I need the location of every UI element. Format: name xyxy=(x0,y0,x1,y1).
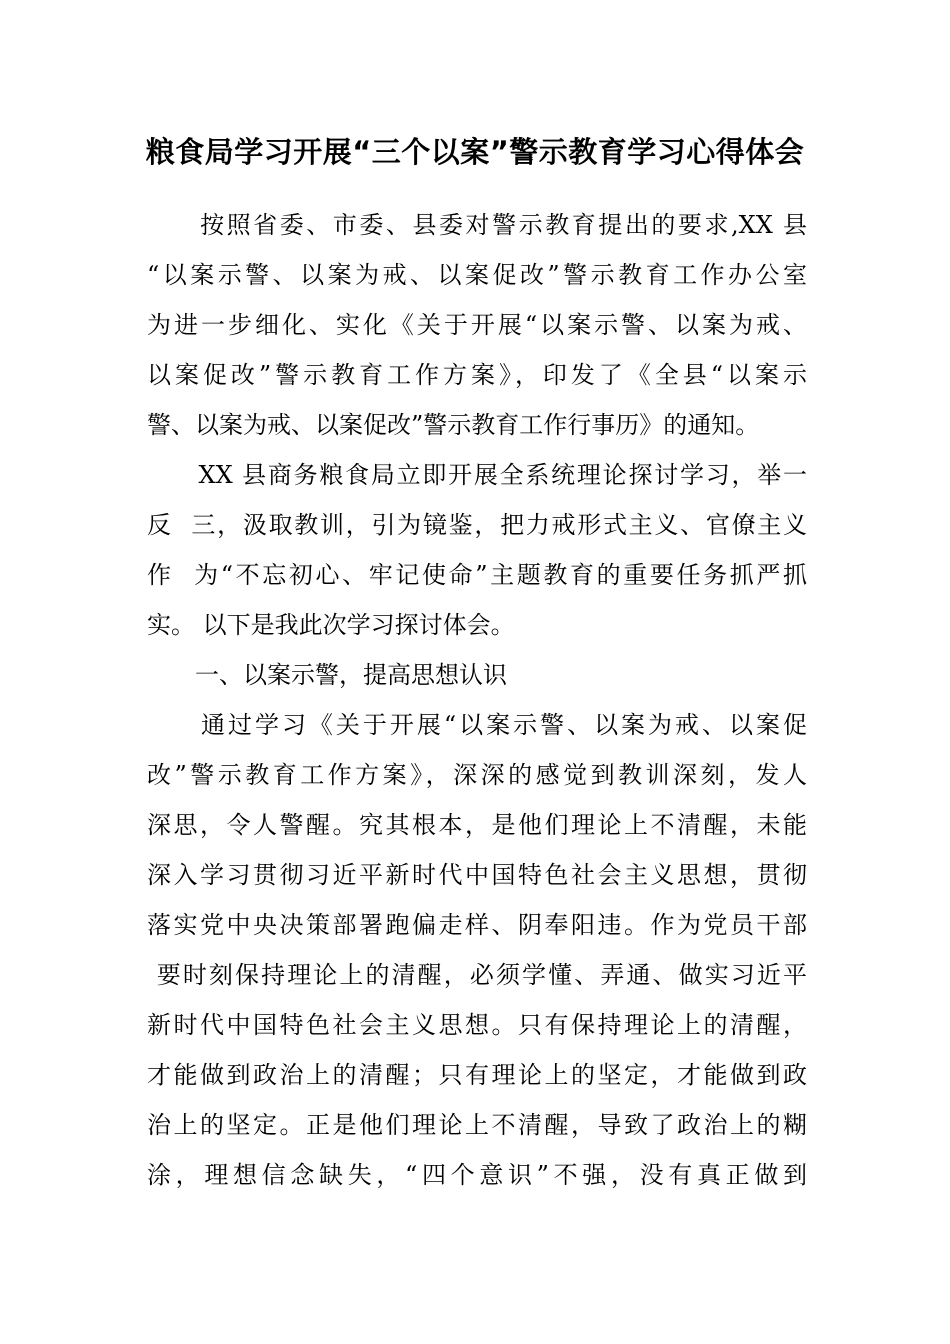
document-title: 粮食局学习开展“三个以案”警示教育学习心得体会 xyxy=(145,135,805,169)
body-line: 以案促改”警示教育工作方案》，印发了《全县“以案示 xyxy=(147,361,807,389)
body-line: 落实党中央决策部署跑偏走样、阴奉阳违。作为党员干部 xyxy=(147,911,807,939)
body-line: 按照省委、市委、县委对警示教育提出的要求,XX 县 xyxy=(147,211,807,239)
body-line: XX 县商务粮食局立即开展全系统理论探讨学习，举一 xyxy=(147,461,807,489)
body-line: 深入学习贯彻习近平新时代中国特色社会主义思想，贯彻 xyxy=(147,861,807,889)
body-line: “以案示警、以案为戒、以案促改”警示教育工作办公室 xyxy=(147,261,807,289)
body-line: 作 为“不忘初心、牢记使命”主题教育的重要任务抓严抓 xyxy=(147,561,807,589)
body-line: 深思，令人警醒。究其根本，是他们理论上不清醒，未能 xyxy=(147,811,807,839)
body-line: 涂，理想信念缺失，“四个意识”不强，没有真正做到 xyxy=(147,1161,807,1189)
body-line: 改”警示教育工作方案》，深深的感觉到教训深刻，发人 xyxy=(147,761,807,789)
body-line: 要时刻保持理论上的清醒，必须学懂、弄通、做实习近平 xyxy=(147,961,807,989)
body-line: 才能做到政治上的清醒；只有理论上的坚定，才能做到政 xyxy=(147,1061,807,1089)
body-line: 治上的坚定。正是他们理论上不清醒，导致了政治上的糊 xyxy=(147,1111,807,1139)
body-line: 为进一步细化、实化《关于开展“以案示警、以案为戒、 xyxy=(147,311,807,339)
body-line: 反 三，汲取教训，引为镜鉴，把力戒形式主义、官僚主义 xyxy=(147,511,807,539)
body-line: 实。 以下是我此次学习探讨体会。 xyxy=(147,611,515,639)
section-heading: 一、以案示警，提高思想认识 xyxy=(147,661,507,689)
document-body xyxy=(147,200,807,1200)
body-line: 通过学习《关于开展“以案示警、以案为戒、以案促 xyxy=(147,711,807,739)
body-line: 新时代中国特色社会主义思想。只有保持理论上的清醒， xyxy=(147,1011,807,1039)
body-line: 警、以案为戒、以案促改”警示教育工作行事历》的通知。 xyxy=(147,411,760,439)
